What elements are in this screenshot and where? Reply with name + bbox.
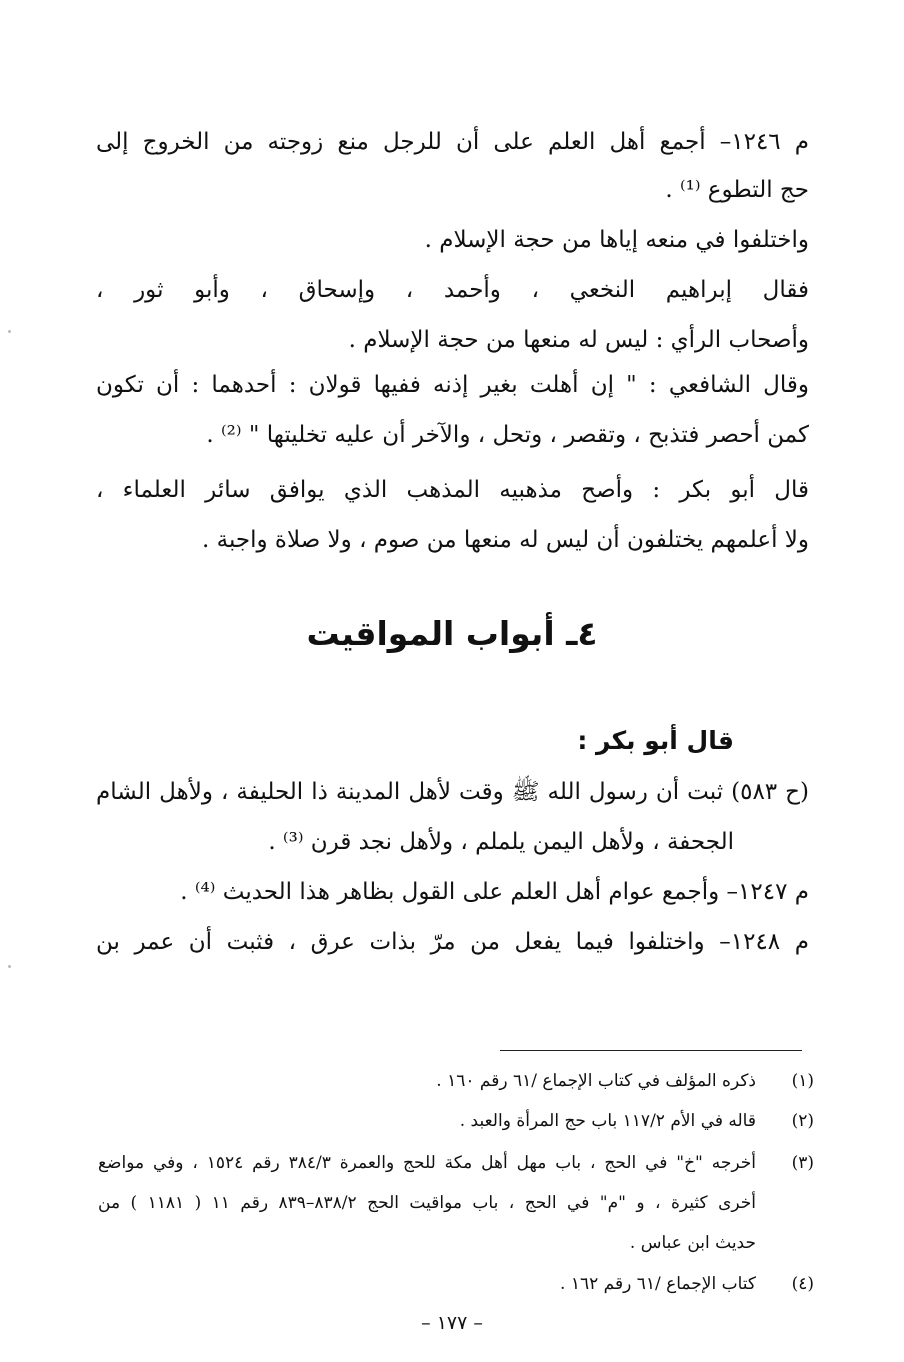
body-line-2: حج التطوع ⁽¹⁾ . xyxy=(665,177,809,203)
footnote-text-3-line-2: أخرى كثيرة ، و "م" في الحج ، باب مواقيت الحج ٨٣٨/٢–٨٣٩ رقم ١١ ( ١١٨١ ) من xyxy=(98,1193,756,1213)
hadith-line-1: (ح ٥٨٣) ثبت أن رسول الله ﷺ وقت لأهل المدينة ذا الحليفة ، ولأهل الشام xyxy=(96,779,809,805)
footnote-text-3-line-1: أخرجه "خ" في الحج ، باب مهل أهل مكة للحج والعمرة ٣٨٤/٣ رقم ١٥٢٤ ، وفي مواضع xyxy=(98,1153,756,1173)
issue-line-1248: م ١٢٤٨– واختلفوا فيما يفعل من مرّ بذات عرق ، فثبت أن عمر بن xyxy=(96,929,809,955)
footnote-number-4: (٤) xyxy=(791,1274,814,1294)
body-line-5: وأصحاب الرأي : ليس له منعها من حجة الإسلام . xyxy=(348,327,809,353)
body-line-3: واختلفوا في منعه إياها من حجة الإسلام . xyxy=(424,227,809,253)
hadith-line-2: الجحفة ، ولأهل اليمن يلملم ، ولأهل نجد قرن ⁽³⁾ . xyxy=(268,829,734,855)
footnote-text-3-line-3: حديث ابن عباس . xyxy=(629,1233,756,1253)
footnote-text-2: قاله في الأم ١١٧/٢ باب حج المرأة والعبد . xyxy=(459,1111,756,1131)
footnote-number-3: (٣) xyxy=(791,1153,814,1173)
issue-line-1247: م ١٢٤٧– وأجمع عوام أهل العلم على القول بظاهر هذا الحديث ⁽⁴⁾ . xyxy=(180,879,809,905)
subsection-heading: قال أبو بكر : xyxy=(577,726,734,755)
body-line-8: قال أبو بكر : وأصح مذهبيه المذهب الذي يوافق سائر العلماء ، xyxy=(96,477,809,503)
body-line-9: ولا أعلمهم يختلفون أن ليس له منعها من صوم ، ولا صلاة واجبة . xyxy=(202,527,809,553)
footnote-text-4: كتاب الإجماع /٦١ رقم ١٦٢ . xyxy=(560,1274,756,1294)
footnote-text-1: ذكره المؤلف في كتاب الإجماع /٦١ رقم ١٦٠ . xyxy=(436,1071,756,1091)
footnote-number-2: (٢) xyxy=(791,1111,814,1131)
page-number: – ١٧٧ – xyxy=(421,1312,483,1334)
scan-speck xyxy=(8,330,11,333)
body-line-4: فقال إبراهيم النخعي ، وأحمد ، وإسحاق ، وأبو ثور ، xyxy=(96,277,809,303)
body-line-7: كمن أحصر فتذبح ، وتقصر ، وتحل ، والآخر أن عليه تخليتها " ⁽²⁾ . xyxy=(206,422,809,448)
scan-speck xyxy=(8,965,11,968)
footnote-number-1: (١) xyxy=(791,1071,814,1091)
footnote-separator xyxy=(500,1050,802,1051)
body-line-6: وقال الشافعي : " إن أهلت بغير إذنه ففيها قولان : أحدهما : أن تكون xyxy=(96,372,809,398)
body-line-1: م ١٢٤٦– أجمع أهل العلم على أن للرجل منع زوجته من الخروج إلى xyxy=(96,129,809,155)
section-title: ٤ـ أبواب المواقيت xyxy=(306,614,598,653)
